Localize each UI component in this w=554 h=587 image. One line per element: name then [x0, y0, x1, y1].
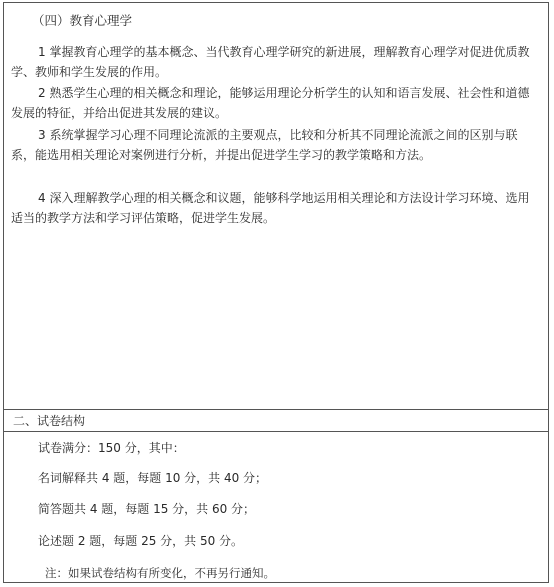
structure-title: 二、试卷结构 — [13, 414, 86, 428]
objective-item-1: 1 掌握教育心理学的基本概念、当代教育心理学研究的新进展，理解教育心理学对促进优质教学、教师和学生发展的作用。 — [11, 45, 530, 79]
essay-line: 论述题 2 题，每题 25 分，共 50 分。 — [38, 534, 244, 548]
short-answer-line: 简答题共 4 题，每题 15 分，共 60 分； — [38, 502, 256, 516]
total-score-line: 试卷满分：150 分，其中： — [38, 441, 185, 455]
objective-item-4: 4 深入理解教学心理的相关概念和议题，能够科学地运用相关理论和方法设计学习环境、选用适当的教学方法和学习评估策略，促进学生发展。 — [11, 191, 530, 225]
structure-header-row — [4, 410, 548, 432]
objective-item-3: 3 系统掌握学习心理不同理论流派的主要观点，比较和分析其不同理论流派之间的区别与联系，能选用相关理论对案例进行分析，并提出促进学生学习的教学策略和方法。 — [11, 128, 518, 162]
exam-syllabus-table — [3, 2, 549, 583]
structure-note: 注：如果试卷结构有所变化，不再另行通知。 — [45, 566, 275, 580]
objective-item-2: 2 熟悉学生心理的相关概念和理论，能够运用理论分析学生的认知和语言发展、社会性和道德发展的特征，并给出促进其发展的建议。 — [11, 86, 530, 120]
term-explanation-line: 名词解释共 4 题，每题 10 分，共 40 分； — [38, 471, 268, 485]
section-title: （四）教育心理学 — [32, 13, 133, 28]
objectives-cell — [4, 3, 548, 410]
